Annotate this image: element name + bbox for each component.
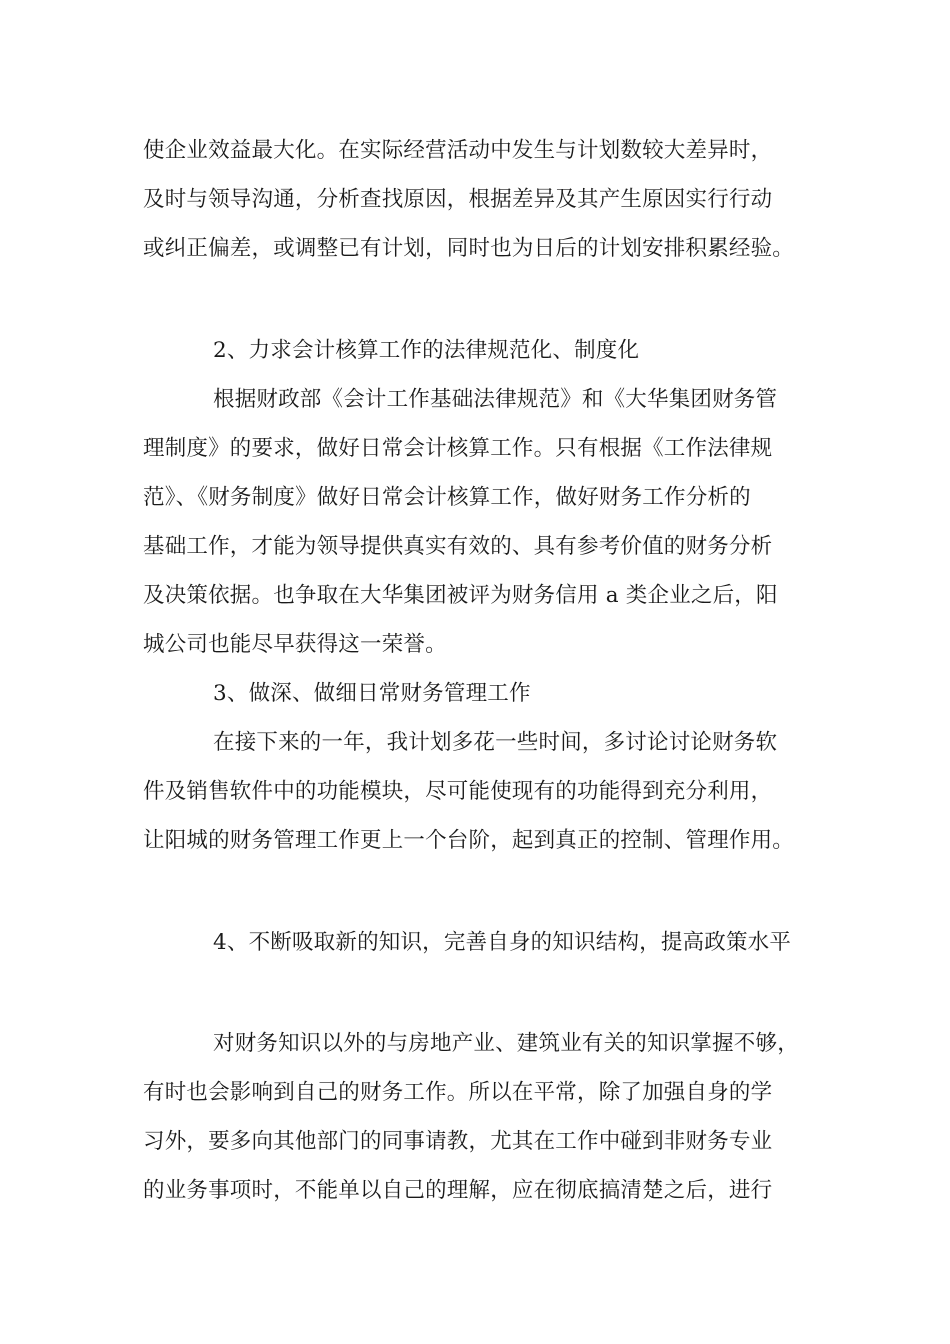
paragraph-line: 件及销售软件中的功能模块，尽可能使现有的功能得到充分利用， xyxy=(143,779,773,804)
paragraph-line: 有时也会影响到自己的财务工作。所以在平常，除了加强自身的学 xyxy=(143,1080,773,1105)
paragraph-line: 理制度》的要求，做好日常会计核算工作。只有根据《工作法律规 xyxy=(143,436,773,461)
paragraph-line: 范》、《财务制度》做好日常会计核算工作，做好财务工作分析的 xyxy=(143,485,751,510)
section-heading: 2、力求会计核算工作的法律规范化、制度化 xyxy=(213,338,640,363)
paragraph-line: 使企业效益最大化。在实际经营活动中发生与计划数较大差异时， xyxy=(143,138,773,163)
paragraph-line: 让阳城的财务管理工作更上一个台阶，起到真正的控制、管理作用。 xyxy=(143,828,795,853)
section-heading: 4、不断吸取新的知识，完善自身的知识结构，提高政策水平 xyxy=(213,930,792,955)
section-heading: 3、做深、做细日常财务管理工作 xyxy=(213,681,531,706)
paragraph-line: 的业务事项时，不能单以自己的理解，应在彻底搞清楚之后，进行 xyxy=(143,1178,773,1203)
paragraph-line: 对财务知识以外的与房地产业、建筑业有关的知识掌握不够， xyxy=(213,1031,799,1056)
paragraph-line: 及时与领导沟通，分析查找原因，根据差异及其产生原因实行行动 xyxy=(143,187,773,212)
paragraph-line: 基础工作，才能为领导提供真实有效的、具有参考价值的财务分析 xyxy=(143,534,773,559)
paragraph-line: 习外，要多向其他部门的同事请教，尤其在工作中碰到非财务专业 xyxy=(143,1129,773,1154)
paragraph-line: 在接下来的一年，我计划多花一些时间，多讨论讨论财务软 xyxy=(213,730,778,755)
paragraph-line: 及决策依据。也争取在大华集团被评为财务信用 a 类企业之后，阳 xyxy=(143,583,778,608)
paragraph-line: 城公司也能尽早获得这一荣誉。 xyxy=(143,632,447,657)
paragraph-line: 或纠正偏差，或调整已有计划，同时也为日后的计划安排积累经验。 xyxy=(143,236,795,261)
paragraph-line: 根据财政部《会计工作基础法律规范》和《大华集团财务管 xyxy=(213,387,778,412)
